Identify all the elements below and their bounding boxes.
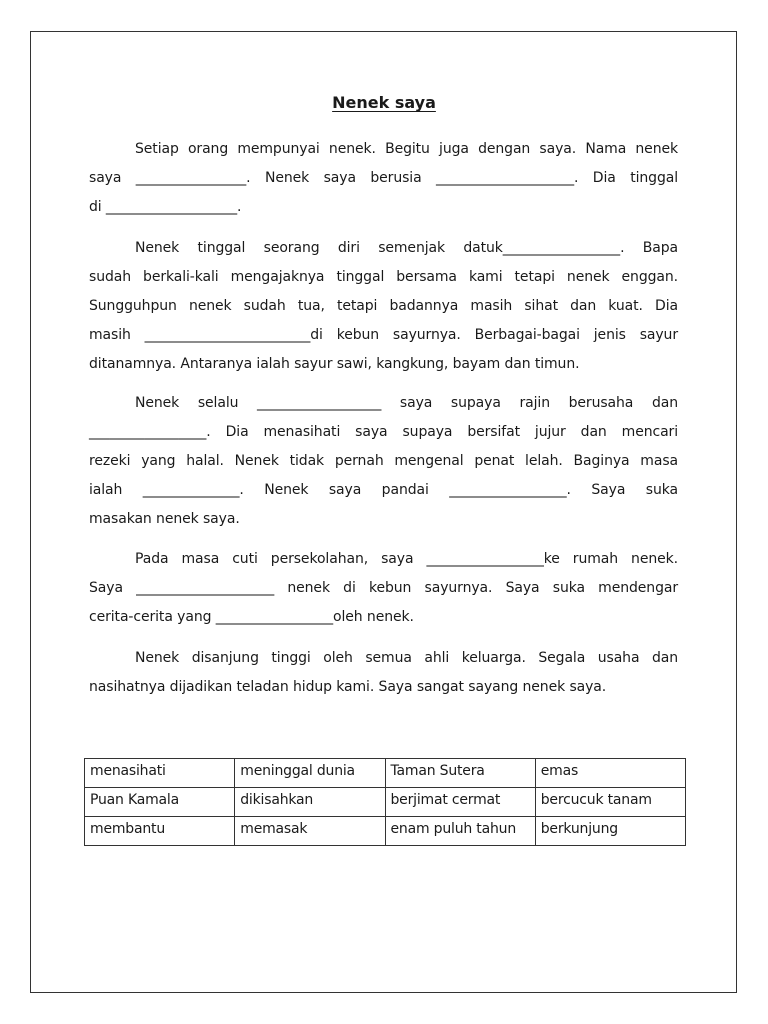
table-cell: Taman Sutera <box>385 759 535 788</box>
table-row <box>85 817 686 846</box>
paragraph-line: di ___________________. <box>89 199 242 215</box>
paragraph-line: Setiap orang mempunyai nenek. Begitu juga dengan saya. Nama nenek <box>135 141 678 157</box>
table-row <box>85 759 686 788</box>
paragraph-line: Pada masa cuti persekolahan, saya _________________ke rumah nenek. <box>135 551 678 567</box>
word-bank-table <box>84 758 686 846</box>
table-cell: bercucuk tanam <box>535 788 685 817</box>
table-cell: memasak <box>235 817 385 846</box>
page-title: Nenek saya <box>332 93 436 112</box>
table-cell: menasihati <box>85 759 235 788</box>
paragraph-1 <box>89 135 678 222</box>
paragraph-line: Saya ____________________ nenek di kebun sayurnya. Saya suka mendengar <box>89 580 678 596</box>
paragraph-line: _________________. Dia menasihati saya supaya bersifat jujur dan mencari <box>89 424 678 440</box>
table-row <box>85 788 686 817</box>
paragraph-line: ialah ______________. Nenek saya pandai _________________. Saya suka <box>89 482 678 498</box>
paragraph-line: cerita-cerita yang _________________oleh nenek. <box>89 609 414 625</box>
paragraph-line: ditanamnya. Antaranya ialah sayur sawi, kangkung, bayam dan timun. <box>89 356 580 372</box>
paragraph-3 <box>89 389 678 534</box>
paragraph-line: nasihatnya dijadikan teladan hidup kami. Saya sangat sayang nenek saya. <box>89 679 607 695</box>
paragraph-line: Sungguhpun nenek sudah tua, tetapi badannya masih sihat dan kuat. Dia <box>89 298 678 314</box>
paragraph-4 <box>89 545 678 632</box>
paragraph-line: masakan nenek saya. <box>89 511 240 527</box>
paragraph-5 <box>89 644 678 702</box>
table-cell: berjimat cermat <box>385 788 535 817</box>
table-cell: Puan Kamala <box>85 788 235 817</box>
table-cell: membantu <box>85 817 235 846</box>
paragraph-line: Nenek disanjung tinggi oleh semua ahli keluarga. Segala usaha dan <box>135 650 678 666</box>
paragraph-line: saya ________________. Nenek saya berusia ____________________. Dia tinggal <box>89 170 678 186</box>
paragraph-line: sudah berkali-kali mengajaknya tinggal bersama kami tetapi nenek enggan. <box>89 269 678 285</box>
table-cell: meninggal dunia <box>235 759 385 788</box>
paragraph-line: Nenek tinggal seorang diri semenjak datuk_________________. Bapa <box>135 240 678 256</box>
table-cell: dikisahkan <box>235 788 385 817</box>
table-cell: emas <box>535 759 685 788</box>
paragraph-line: masih ________________________di kebun sayurnya. Berbagai-bagai jenis sayur <box>89 327 678 343</box>
paragraph-line: rezeki yang halal. Nenek tidak pernah mengenal penat lelah. Baginya masa <box>89 453 678 469</box>
table-cell: enam puluh tahun <box>385 817 535 846</box>
paragraph-2 <box>89 234 678 379</box>
table-cell: berkunjung <box>535 817 685 846</box>
paragraph-line: Nenek selalu __________________ saya supaya rajin berusaha dan <box>135 395 678 411</box>
